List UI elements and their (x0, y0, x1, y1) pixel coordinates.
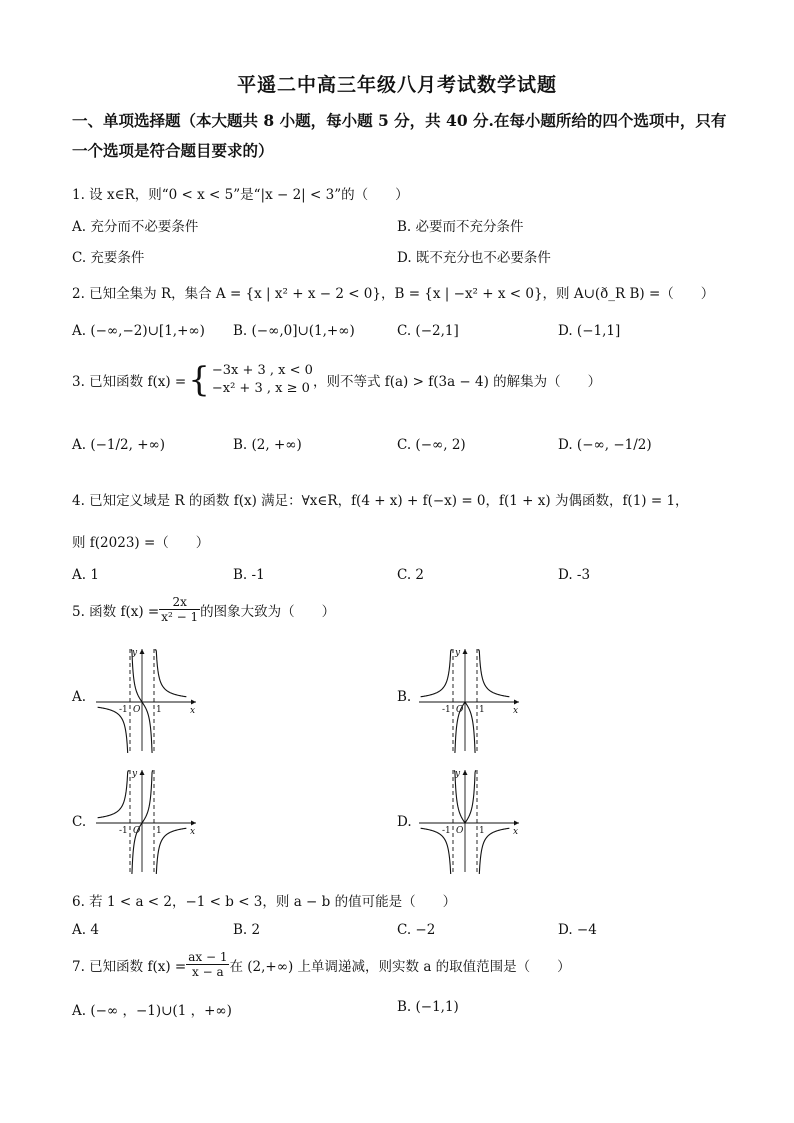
question-5-stem-suffix: 的图象大致为（ ） (200, 603, 336, 620)
curve-right-branch (478, 650, 510, 697)
piecewise-case-1: −3x + 3 , x < 0 (211, 363, 313, 378)
tick-label-neg1: -1 (442, 705, 451, 715)
tick-label-neg1: -1 (442, 826, 451, 836)
question-6-stem: 6. 若 1 < a < 2，−1 < b < 3，则 a − b 的值可能是（ ） (72, 894, 457, 910)
question-5-fraction (159, 595, 200, 624)
y-axis-label: y (455, 769, 461, 779)
question-4-stem-line2: 则 f(2023) =（ ） (72, 535, 210, 551)
question-3-option-d: D. (−∞, −1/2) (558, 437, 652, 453)
question-2-option-c: C. (−2,1] (397, 323, 459, 339)
question-3-option-c: C. (−∞, 2) (397, 437, 466, 453)
question-3-option-a: A. (−1/2, +∞) (72, 437, 166, 453)
tick-label-1: 1 (479, 705, 485, 715)
graph-option-d (415, 766, 525, 874)
question-1-option-b: B. 必要而不充分条件 (397, 219, 524, 235)
y-axis-label: y (132, 648, 138, 658)
graph-option-c (92, 766, 202, 874)
question-5-option-a: A. (72, 689, 87, 705)
y-axis-arrow (463, 770, 468, 775)
y-axis-arrow (463, 649, 468, 654)
question-2-option-b: B. (−∞,0]∪(1,+∞) (233, 323, 355, 339)
question-5-stem (72, 595, 335, 624)
curve-left-branch (98, 771, 130, 818)
x-axis-label: x (190, 706, 196, 716)
question-6-option-b: B. 2 (233, 922, 261, 938)
section-heading-line1: 一、单项选择题（本大题共 8 小题，每小题 5 分，共 40 分.在每小题所给的四个选项中，只有 (72, 111, 727, 130)
question-5-option-d: D. (397, 814, 412, 830)
tick-label-1: 1 (156, 826, 162, 836)
tick-label-1: 1 (156, 705, 162, 715)
question-2-option-a: A. (−∞,−2)∪[1,+∞) (72, 323, 205, 339)
question-4-option-b: B. -1 (233, 567, 265, 583)
question-4-option-d: D. -3 (558, 567, 591, 583)
question-5-option-b: B. (397, 689, 412, 705)
question-3-stem (72, 362, 601, 398)
question-1-option-c: C. 充要条件 (72, 250, 145, 266)
question-4-stem: 4. 已知定义域是 R 的函数 f(x) 满足：∀x∈R，f(4 + x) + f(−x) = 0，f(1 + x) 为偶函数，f(1) = 1， (72, 493, 689, 509)
page-title: 平遥二中高三年级八月考试数学试题 (236, 74, 557, 96)
y-axis-label: y (132, 769, 138, 779)
question-2-stem: 2. 已知全集为 R，集合 A = {x | x² + x − 2 < 0}，B = {x | −x² + x < 0}，则 A∪(ð_R B) =（ ） (72, 286, 715, 302)
question-4-option-c: C. 2 (397, 567, 425, 583)
x-axis-label: x (190, 827, 196, 837)
question-1-option-a: A. 充分而不必要条件 (72, 219, 199, 235)
question-5-option-c: C. (72, 814, 87, 830)
fraction-numerator: 2x (159, 595, 200, 610)
question-6-option-c: C. −2 (397, 922, 436, 938)
question-7-option-b: B. (−1,1) (397, 999, 459, 1015)
question-2-option-d: D. (−1,1] (558, 323, 621, 339)
question-6-option-d: D. −4 (558, 922, 597, 938)
y-axis-label: y (455, 648, 461, 658)
question-3-option-b: B. (2, +∞) (233, 437, 302, 453)
question-7-stem-suffix: 在 (2,+∞) 上单调递减，则实数 a 的取值范围是（ ） (229, 958, 571, 975)
question-6-option-a: A. 4 (72, 922, 99, 938)
x-axis-label: x (513, 827, 519, 837)
fraction-denominator: x² − 1 (161, 610, 199, 624)
origin-label: O (456, 705, 464, 715)
question-7-fraction (186, 950, 229, 979)
y-axis-arrow (140, 770, 145, 775)
question-1-stem: 1. 设 x∈R，则“0 < x < 5”是“|x − 2| < 3”的（ ） (72, 187, 409, 203)
section-heading-line2: 一个选项是符合题目要求的） (72, 141, 274, 160)
x-axis-arrow (514, 821, 519, 826)
x-axis-arrow (514, 700, 519, 705)
curve-left-branch (421, 650, 453, 697)
tick-label-neg1: -1 (119, 705, 128, 715)
tick-label-neg1: -1 (119, 826, 128, 836)
x-axis-arrow (191, 821, 196, 826)
question-1-option-d: D. 既不充分也不必要条件 (397, 250, 551, 266)
origin-label: O (133, 705, 141, 715)
graph-option-b (415, 645, 525, 753)
piecewise-brace: { (188, 360, 210, 400)
fraction-numerator: ax − 1 (188, 950, 228, 964)
curve-right-branch (155, 650, 187, 697)
question-7-option-a: A. (−∞ ，−1)∪(1 ，+∞) (72, 1003, 232, 1019)
origin-label: O (133, 826, 141, 836)
question-5-stem-prefix: 5. 函数 f(x) = (72, 603, 160, 620)
piecewise-case-2: −x² + 3 , x ≥ 0 (211, 381, 310, 396)
tick-label-1: 1 (479, 826, 485, 836)
x-axis-arrow (191, 700, 196, 705)
question-4-option-a: A. 1 (72, 567, 99, 583)
graph-option-a (92, 645, 202, 753)
question-7-stem-prefix: 7. 已知函数 f(x) = (72, 958, 187, 975)
x-axis-label: x (513, 706, 519, 716)
origin-label: O (456, 826, 464, 836)
question-3-stem-suffix: ，则不等式 f(a) > f(3a − 4) 的解集为（ ） (312, 374, 602, 390)
fraction-denominator: x − a (192, 965, 224, 979)
question-7-stem (72, 950, 571, 979)
y-axis-arrow (140, 649, 145, 654)
question-3-stem-prefix: 3. 已知函数 f(x) = (72, 374, 187, 390)
